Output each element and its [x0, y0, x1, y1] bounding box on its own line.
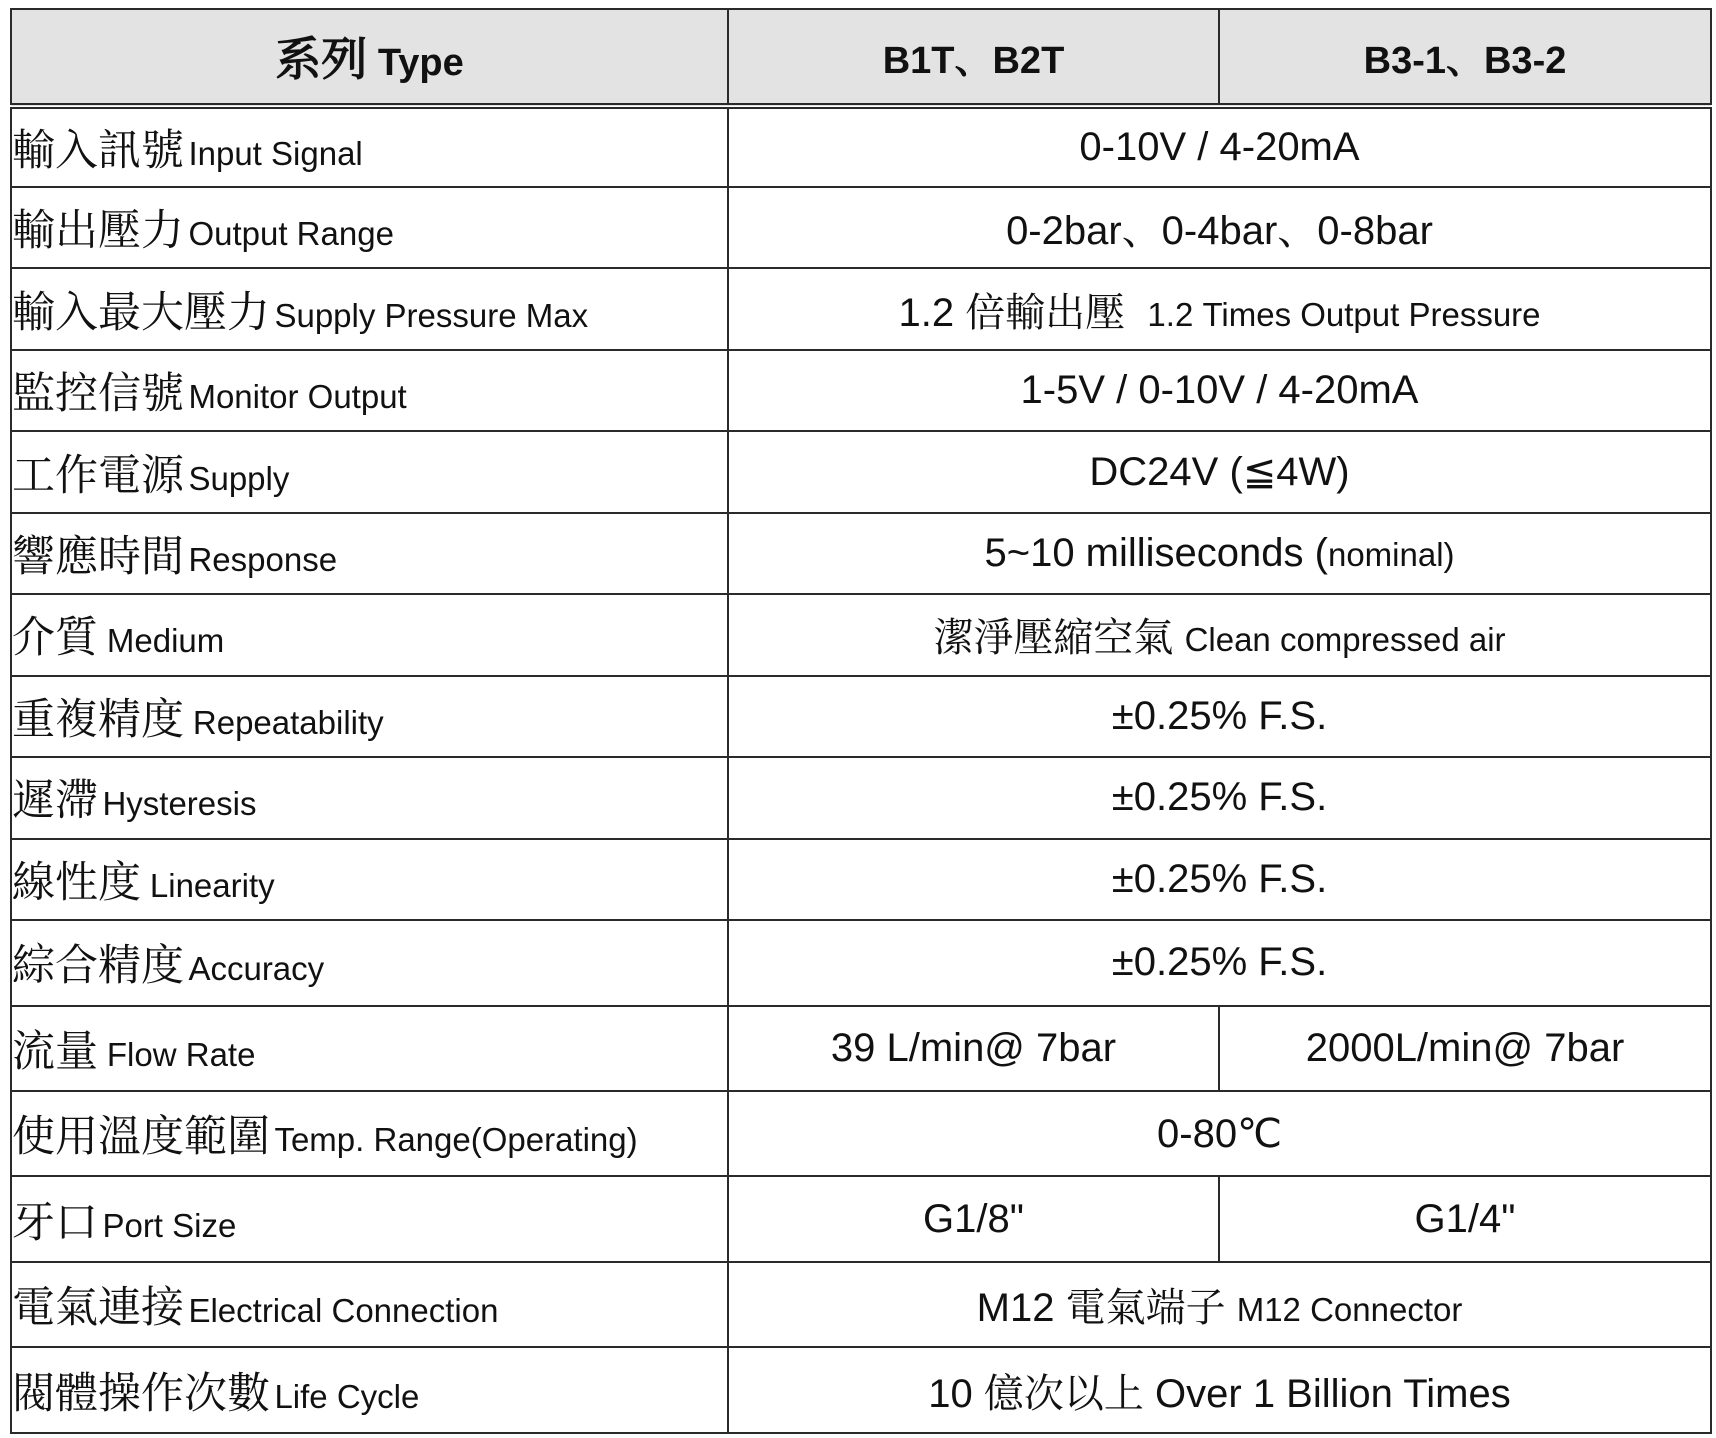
label-en: Supply: [188, 459, 290, 497]
value-small: nominal): [1327, 536, 1455, 574]
label-en: Response: [188, 541, 338, 579]
row-value: ±0.25% F.S.: [728, 676, 1711, 757]
label-en: Linearity: [149, 866, 275, 904]
row-output-range: [11, 187, 1711, 268]
label-zh: 輸入最大壓力: [12, 288, 270, 337]
row-value: 0-10V / 4-20mA: [728, 106, 1711, 187]
row-linearity: [11, 839, 1711, 920]
row-port-size: [11, 1176, 1711, 1261]
row-hysteresis: [11, 757, 1711, 838]
row-medium: [11, 594, 1711, 675]
header-model-a: B1T、B2T: [728, 9, 1219, 106]
row-value: [728, 594, 1711, 675]
row-value: [728, 1262, 1711, 1347]
row-response: [11, 513, 1711, 594]
label-en: Repeatability: [192, 703, 384, 741]
label-en: Port Size: [102, 1206, 237, 1244]
row-value: 0-80℃: [728, 1091, 1711, 1176]
row-value: [728, 1347, 1711, 1433]
label-en: Temp. Range(Operating): [274, 1121, 638, 1159]
row-value-a: G1/8": [728, 1176, 1219, 1261]
label-en: Accuracy: [188, 950, 325, 988]
label-en: Medium: [106, 622, 225, 660]
spec-table: [10, 8, 1712, 1434]
label-zh: 輸入訊號: [12, 126, 184, 175]
label-zh: 遲滯: [12, 777, 98, 826]
row-value: 0-2bar、0-4bar、0-8bar: [728, 187, 1711, 268]
label-zh: 重複精度: [12, 695, 184, 744]
row-value: DC24V (≦4W): [728, 431, 1711, 512]
row-life-cycle: [11, 1347, 1711, 1433]
label-en: Output Range: [188, 215, 394, 253]
row-label: [11, 187, 728, 268]
row-label: [11, 594, 728, 675]
label-zh: 閥體操作次數: [12, 1369, 270, 1418]
row-label: [11, 431, 728, 512]
label-zh: 工作電源: [12, 451, 184, 500]
label-en: Life Cycle: [274, 1377, 420, 1415]
value-main: 1.2 倍輸出壓: [898, 290, 1126, 335]
row-label: [11, 1347, 728, 1433]
value-main: 10 億次以上: [928, 1371, 1144, 1416]
label-en: Electrical Connection: [188, 1292, 499, 1330]
row-label: [11, 268, 728, 349]
header-type-en: Type: [377, 42, 464, 85]
row-label: [11, 839, 728, 920]
row-label: [11, 1262, 728, 1347]
label-zh: 介質: [12, 614, 98, 663]
row-supply: [11, 431, 1711, 512]
value-main: 5~10 milliseconds (: [984, 531, 1328, 576]
row-value: ±0.25% F.S.: [728, 839, 1711, 920]
row-value: ±0.25% F.S.: [728, 920, 1711, 1005]
row-value-b: G1/4": [1219, 1176, 1711, 1261]
label-en: Hysteresis: [102, 785, 257, 823]
row-value: [728, 513, 1711, 594]
row-flow-rate: [11, 1006, 1711, 1091]
row-label: [11, 1176, 728, 1261]
row-monitor-output: [11, 350, 1711, 431]
value-main: 潔淨壓縮空氣: [933, 616, 1174, 661]
label-zh: 使用溫度範圍: [12, 1113, 270, 1162]
value-small: Clean compressed air: [1184, 621, 1506, 659]
row-label: [11, 106, 728, 187]
row-value: [728, 268, 1711, 349]
label-zh: 電氣連接: [12, 1284, 184, 1333]
row-repeatability: [11, 676, 1711, 757]
row-label: [11, 513, 728, 594]
value-small: 1.2 Times Output Pressure: [1147, 295, 1541, 333]
row-input-signal: [11, 106, 1711, 187]
value-small: M12 Connector: [1236, 1291, 1463, 1329]
row-label: [11, 350, 728, 431]
label-zh: 綜合精度: [12, 942, 184, 991]
row-temp-range: [11, 1091, 1711, 1176]
row-value: ±0.25% F.S.: [728, 757, 1711, 838]
label-zh: 線性度: [12, 858, 141, 907]
header-type-zh: 系列: [275, 33, 368, 86]
header-type: [11, 9, 728, 106]
label-zh: 流量: [12, 1027, 98, 1076]
label-zh: 響應時間: [12, 533, 184, 582]
value-main: M12 電氣端子: [976, 1286, 1226, 1331]
row-value: 1-5V / 0-10V / 4-20mA: [728, 350, 1711, 431]
header-model-b: B3-1、B3-2: [1219, 9, 1711, 106]
row-label: [11, 1091, 728, 1176]
header-row: [11, 9, 1711, 106]
label-en: Supply Pressure Max: [274, 296, 589, 334]
row-label: [11, 920, 728, 1005]
row-label: [11, 676, 728, 757]
row-value-b: 2000L/min@ 7bar: [1219, 1006, 1711, 1091]
label-zh: 牙口: [12, 1198, 98, 1247]
value-small: Over 1 Billion Times: [1155, 1371, 1511, 1416]
label-en: Monitor Output: [188, 378, 407, 416]
row-label: [11, 757, 728, 838]
label-zh: 輸出壓力: [12, 207, 184, 256]
row-value-a: 39 L/min@ 7bar: [728, 1006, 1219, 1091]
row-label: [11, 1006, 728, 1091]
row-accuracy: [11, 920, 1711, 1005]
row-supply-pressure-max: [11, 268, 1711, 349]
row-electrical-connection: [11, 1262, 1711, 1347]
label-zh: 監控信號: [12, 370, 184, 419]
label-en: Flow Rate: [106, 1035, 256, 1073]
label-en: Input Signal: [188, 134, 363, 172]
